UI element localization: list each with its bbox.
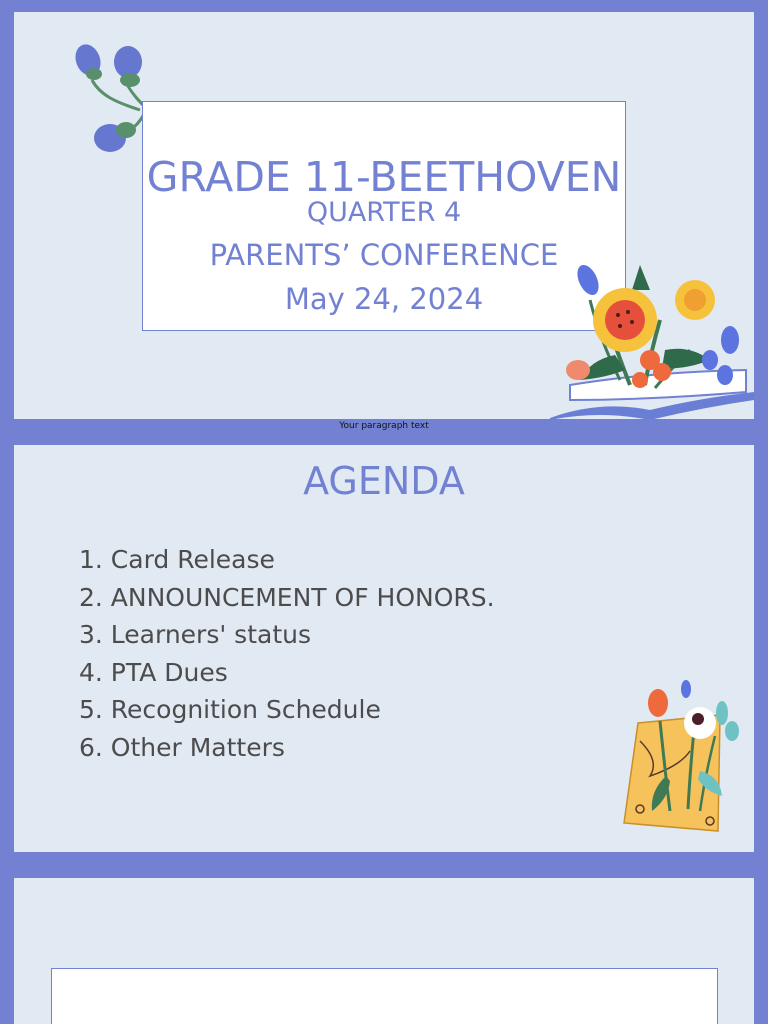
content-box [51,968,718,1024]
event-label: PARENTS’ CONFERENCE [209,238,559,272]
event-date: May 24, 2024 [284,282,484,316]
agenda-slide [14,445,754,852]
slide-title: GRADE 11-BEETHOVEN [146,153,622,201]
flower-book-icon [550,260,754,419]
flower-envelope-icon [620,681,746,841]
agenda-item: 5. Recognition Schedule [79,695,381,724]
blue-flowers-icon [70,40,150,165]
agenda-item: 1. Card Release [79,545,275,574]
title-slide [14,12,754,419]
agenda-title: AGENDA [303,459,465,503]
agenda-item: 3. Learners' status [79,620,311,649]
third-slide [14,878,754,1024]
agenda-item: 6. Other Matters [79,732,285,762]
agenda-list [79,541,495,766]
agenda-item: 4. PTA Dues [79,657,228,687]
agenda-item: 2. ANNOUNCEMENT OF HONORS. [79,582,495,612]
paragraph-caption: Your paragraph text [339,421,429,431]
quarter-label: QUARTER 4 [306,197,462,228]
